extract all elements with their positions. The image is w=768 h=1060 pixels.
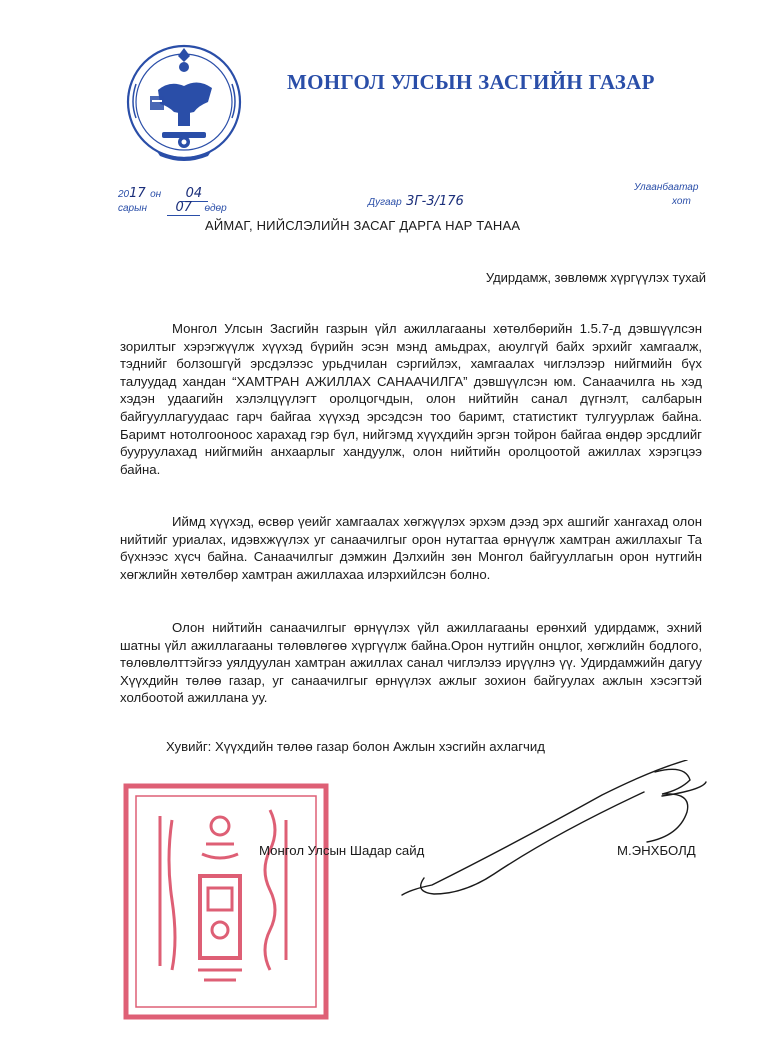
year-handwritten: 17 bbox=[129, 186, 146, 201]
month-handwritten: 04 bbox=[180, 186, 209, 202]
document-number: Дугаар 3Г-3/176 bbox=[368, 194, 464, 209]
body-paragraph-1: Монгол Улсын Засгийн газрын үйл ажиллагааны хөтөлбөрийн 1.5.7-д дэвшүүлсэн зорилтыг хэрэгжүүлж хүүхэд бүрийн эсэн мэнд амьдрах, аюулгүй байх эрхийг хамгаалж, тэднийг болзошгүй эрсдэлээс урьдчилан сэргийлэх, хамгаалах чиглэлээр нийгмийн бүх талуудад хандан “ХАМТРАН АЖИЛЛАХ САНААЧИЛГА” дэвшүүлсэн юм. Санаачилга нь хэд хэдэн удаагийн хэлэлцүүлэгт оролцогчдын, олон нийтийн санал дүгнэлт, салбарын байгууллагуудаас гарч байгаа хүүхэд эрсэдсэн тоо баримт, статистикт тулгуурлаж байна. Баримт нотолгоонoос харахад гэр бүл, нийгэмд хүүхдийн эргэн тойрон байгаа өндөр эрсдлийг бууруулахад нийгмийн анхаарлыг хандуулж, олон нийтийн оролцоотой ажиллах хэрэгцээ байна. bbox=[120, 321, 702, 477]
cc-line: Хувийг: Хүүхдийн төлөө газар болон Ажлын хэсгийн ахлагчид bbox=[166, 739, 545, 754]
handwritten-signature-icon bbox=[400, 760, 720, 905]
body-paragraph-3: Олон нийтийн санаачилгыг өрнүүлэх үйл ажиллагааны ерөнхий удирдамж, эхний шатны үйл ажиллагааны төлөвлөгөө хүргүүлж байна.Орон нутгийн онцлог, хөгжлийн бодлого, төлөвлөлттэйгээ уялдуулан хамтран ажиллах санал чиглэлээ ирүүлнэ үү. Удирдамжийн дагуу Хүүхдийн төлөө газар, уг санаачилгыг өрнүүлэх ажлыг зохион байгуулах ажлын хэсэгтэй холбоотой ажиллана уу. bbox=[120, 620, 702, 706]
date-line: 2017 он 04 bbox=[118, 184, 208, 202]
number-handwritten: 3Г-3/176 bbox=[406, 194, 464, 209]
official-seal-stamp-icon bbox=[120, 780, 332, 1023]
day-line: сарын 07 өдөр bbox=[118, 200, 227, 215]
signatory-role: Монгол Улсын Шадар сайд bbox=[259, 843, 425, 858]
addressee: АЙМАГ, НИЙСЛЭЛИЙН ЗАСАГ ДАРГА НАР ТАНАА bbox=[205, 218, 521, 233]
org-title: МОНГОЛ УЛСЫН ЗАСГИЙН ГАЗАР bbox=[287, 70, 655, 94]
city-name: Улаанбаатар bbox=[634, 182, 699, 193]
city-suffix: хот bbox=[672, 196, 691, 207]
day-handwritten: 07 bbox=[167, 200, 200, 216]
signatory-name: М.ЭНХБОЛД bbox=[617, 843, 696, 858]
body-paragraph-2: Иймд хүүхэд, өсвөр үеийг хамгаалах хөгжүүлэх эрхэм дээд эрх ашгийг хангахад олон нийтийг уриалах, идэвхжүүлэх уг санаачилгыг орон нутагтаа өрнүүлж хамтран ажиллахыг Та бүхнээс хүсч байна. Санаачилгыг дэмжин Дэлхийн зөн Монгол байгууллагын орон нутгийн хөгжлийн хөтөлбөр хамтран ажиллахаа илэрхийлсэн болно. bbox=[120, 514, 702, 582]
mongolia-state-emblem-icon bbox=[122, 40, 246, 172]
subject-line: Удирдамж, зөвлөмж хүргүүлэх тухай bbox=[485, 270, 706, 285]
